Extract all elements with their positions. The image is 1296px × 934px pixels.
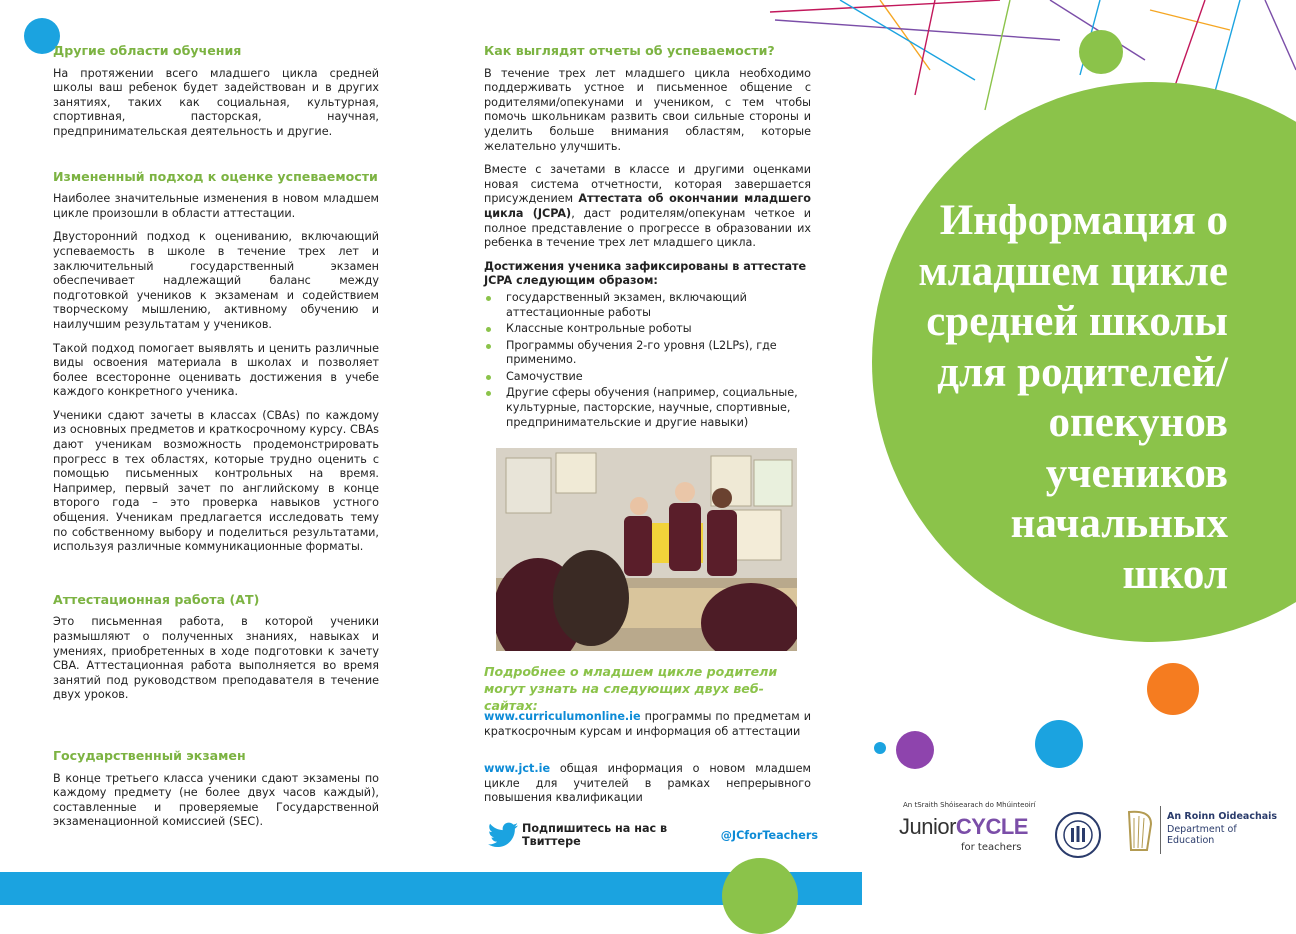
jc-junior-word: Junior	[899, 814, 956, 839]
bullet-icon	[486, 391, 491, 396]
logos-area	[895, 800, 1285, 870]
jc-for-teachers: for teachers	[961, 842, 1022, 853]
website-1	[484, 710, 811, 739]
purple-circle	[896, 731, 934, 769]
logo-divider	[1160, 806, 1161, 854]
bullet-icon	[486, 296, 491, 301]
bullet-icon	[486, 327, 491, 332]
twitter-follow	[488, 820, 818, 850]
title-line: школ	[1122, 550, 1228, 598]
orange-circle	[1147, 663, 1199, 715]
more-info-heading: Подробнее о младшем цикле родители могут узнать на следующих двух веб-сайтах:	[484, 664, 778, 713]
website-1-description: программы по предметам и краткосрочным курсам и информация об аттестации	[484, 710, 811, 738]
dept-irish-name: An Roinn Oideachais	[1167, 811, 1278, 822]
jcpa-list	[484, 291, 811, 430]
green-circle-bottom	[722, 858, 798, 934]
bullet-icon	[486, 375, 491, 380]
assessment-text-3: Такой подход помогает выявлять и ценить различные виды освоения материала в школах и позволяет более всесторонне оценивать достижения в учебе каждого конкретного ученика.	[53, 341, 379, 399]
title-line: учеников	[1045, 449, 1228, 497]
bullet-icon	[486, 344, 491, 349]
jc-irish-text: An tSraith Shóisearach do Mhúinteoirí	[903, 801, 1036, 809]
harp-emblem-icon	[1121, 808, 1157, 854]
assessment-text-4: Ученики сдают зачеты в классах (CBAs) по каждому из основных предметов и краткосрочному курсу. CBAs дают ученикам возможность продемонстрировать прогресс в тех областях, которые трудно оценить с помощью письменных контрольных на время. Например, первый зачет по английскому в конце второго года – это проверка навыков устного общения. Ученикам предлагается исследовать тему по собственному выбору и поделиться результатами, используя различные коммуникационные форматы.	[53, 408, 379, 554]
other-areas-text: На протяжении всего младшего цикла средней школы ваш ребенок будет задействован и в других занятиях, таких как социальная, культурная, спортивная, пасторская, научная, предпринимательская деятельность и другие.	[53, 66, 379, 138]
other-areas-heading: Другие области обучения	[53, 43, 242, 58]
junior-cycle-logo	[899, 814, 1028, 840]
title-line: для родителей/	[937, 348, 1228, 396]
classroom-photo	[496, 448, 797, 651]
website-2-description: общая информация о новом младшем цикле для учителей в рамках непрерывного повышения квалификации	[484, 762, 811, 805]
jc-cycle-word: CYCLE	[955, 814, 1028, 839]
list-item	[484, 322, 811, 337]
list-item	[484, 339, 811, 368]
assessment-approach-heading: Измененный подход к оценке успеваемости	[53, 168, 378, 184]
title-line: опекунов	[1048, 399, 1228, 446]
list-item	[484, 291, 811, 320]
jcpa-list-heading: Достижения ученика зафиксированы в аттестате JCPA следующим образом:	[484, 259, 807, 288]
curriculumonline-link[interactable]: www.curriculumonline.ie	[484, 710, 641, 723]
list-item-text: Программы обучения 2-го уровня (L2LPs), где применимо.	[506, 338, 777, 367]
twitter-handle-link[interactable]: @JCforTeachers	[720, 828, 818, 842]
list-item	[484, 386, 811, 430]
reports-text-1: В течение трех лет младшего цикла необходимо поддерживать устное и письменное общение с родителями/опекунами и учеником, с тем чтобы помочь школьникам развить свои сильные стороны и уделить больше внимания областям, которые желательно улучшить.	[484, 66, 811, 153]
list-item-text: Самочуствие	[506, 369, 583, 383]
title-line: младшем цикле	[918, 247, 1228, 295]
blue-circle-right	[1035, 720, 1083, 768]
dept-english-name: Department of Education	[1167, 824, 1237, 846]
jcpa-bold: Аттестата об окончании младшего цикла (JCPA)	[484, 192, 811, 220]
classroom-illustration	[496, 448, 797, 651]
reports-text-2-end: , даст родителям/опекунам четкое и полное представление о прогрессе в образовании их ребенка в течение трех лет младшего цикла.	[484, 206, 812, 250]
list-item-text: государственный экзамен, включающий аттестационные работы	[506, 290, 747, 319]
twitter-bird-icon	[488, 821, 518, 849]
state-exam-heading: Государственный экзамен	[53, 747, 246, 763]
list-item	[484, 370, 811, 385]
seal-emblem-icon	[1057, 814, 1099, 856]
brochure-title	[808, 196, 1228, 600]
title-line: средней школы	[926, 298, 1228, 345]
list-item-text: Классные контрольные роботы	[506, 322, 692, 336]
reports-text-2	[484, 163, 811, 251]
assessment-task-text: Это письменная работа, в которой ученики размышляют о полученных знаниях, навыках и умениях, приобретенных в ходе подготовки к зачету CBA. Аттестационная работа выполняется во время занятий под руководством преподавателя в течение двух уроков.	[53, 615, 379, 702]
assessment-task-heading: Аттестационная работа (АТ)	[53, 591, 260, 607]
jct-link[interactable]: www.jct.ie	[484, 762, 551, 775]
assessment-text-2: Двусторонний подход к оцениванию, включающий успеваемость в школе в течение трех лет и заключительный государственный экзамен обеспечивает надлежащий баланс между подготовкой учеников к экзаменам и содействием творческому мышлению, активному обучению и наилучшим результатам у учеников.	[53, 230, 379, 331]
left-column	[53, 44, 379, 839]
state-exam-text: В конце третьего класса ученики сдают экзамены по каждому предмету (не более двух часов каждый), составленные и проверяемые Государственной экзаменационной комиссией (SEC).	[53, 771, 379, 829]
reports-text-2-start: Вместе с зачетами в классе и другими оценками новая система отчетности, которая завершается присуждением	[484, 163, 811, 206]
title-line: начальных	[1010, 500, 1228, 547]
reports-heading: Как выглядят отчеты об успеваемости?	[484, 43, 775, 58]
assessment-text-1: Наиболее значительные изменения в новом младшем цикле произошли в области аттестации.	[53, 192, 379, 220]
blue-dot-small	[874, 742, 886, 754]
list-item-text: Другие сферы обучения (например, социальные, культурные, пасторские, научные, спортивные, предпринимательские и другие навыки)	[506, 386, 798, 429]
website-2	[484, 762, 811, 806]
title-line: Информация о	[939, 197, 1228, 244]
green-circle-small	[1079, 30, 1123, 74]
seal-logo-icon	[1055, 812, 1101, 858]
middle-column	[484, 44, 811, 444]
twitter-text: Подпишитесь на нас в Твиттере	[522, 822, 668, 848]
